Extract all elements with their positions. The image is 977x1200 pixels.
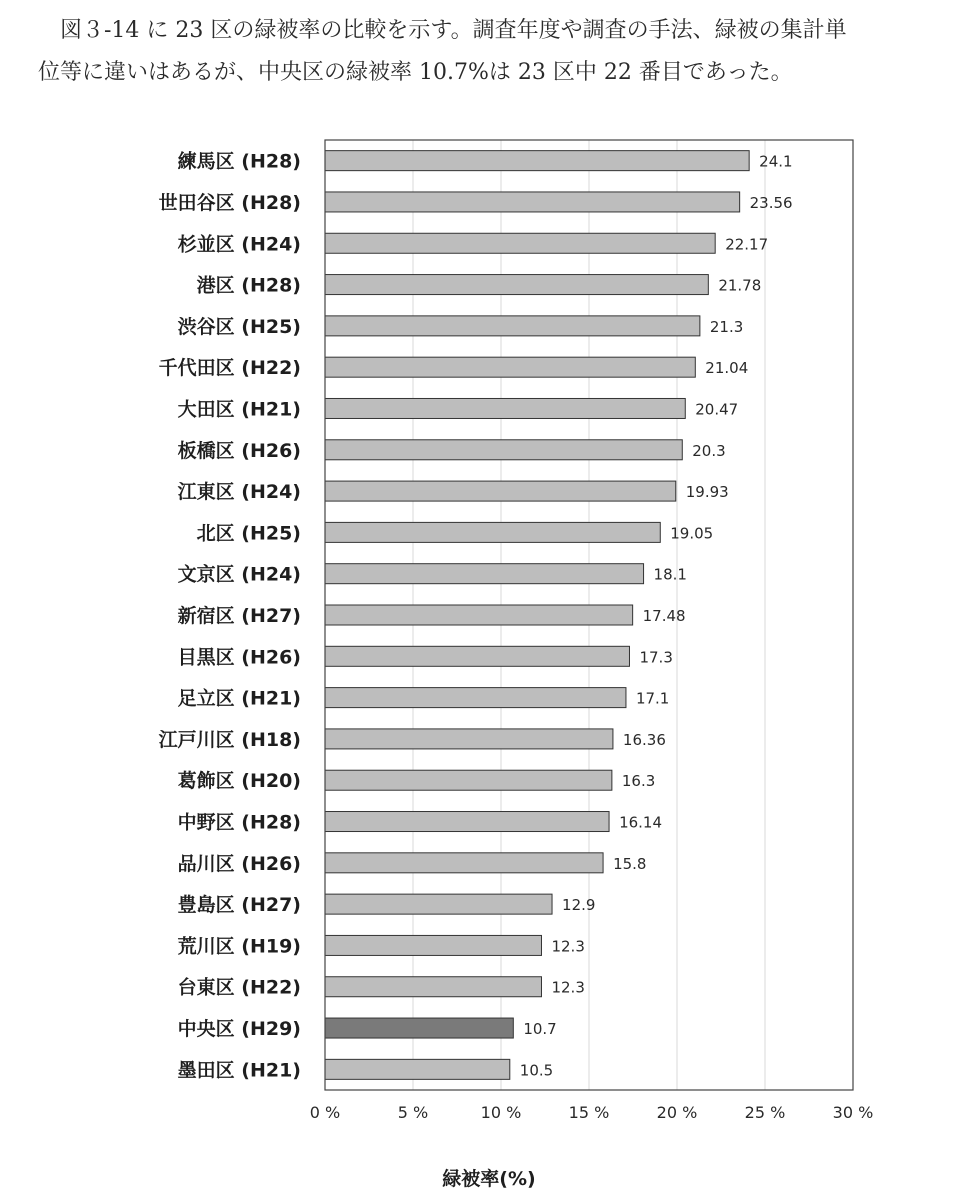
value-label: 10.5 bbox=[519, 1061, 554, 1080]
x-tick-labels bbox=[310, 1103, 874, 1122]
category-label: 台東区 (H22) bbox=[177, 976, 301, 999]
value-label: 18.1 bbox=[653, 565, 687, 584]
category-label: 文京区 (H24) bbox=[177, 563, 301, 586]
value-label: 20.47 bbox=[695, 400, 739, 419]
category-label: 葛飾区 (H20) bbox=[177, 770, 301, 793]
value-label: 16.36 bbox=[622, 730, 666, 749]
intro-line-2: 位等に違いはあるが、中央区の緑被率 10.7%は 23 区中 22 番目であった。 bbox=[38, 60, 793, 85]
bar bbox=[325, 646, 629, 666]
value-label: 17.3 bbox=[639, 648, 673, 667]
category-label: 荒川区 (H19) bbox=[177, 935, 301, 958]
category-label: 杉並区 (H24) bbox=[177, 233, 301, 256]
x-tick-label: 0 % bbox=[309, 1103, 341, 1122]
bar bbox=[325, 481, 676, 501]
category-label: 千代田区 (H22) bbox=[158, 357, 301, 380]
bar bbox=[325, 977, 541, 997]
x-tick-label: 5 % bbox=[397, 1103, 429, 1122]
value-label: 22.17 bbox=[725, 235, 769, 254]
category-label: 大田区 (H21) bbox=[177, 398, 301, 421]
category-label: 江東区 (H24) bbox=[177, 481, 301, 504]
intro-text bbox=[38, 10, 968, 94]
bar bbox=[325, 192, 740, 212]
value-label: 12.3 bbox=[551, 978, 585, 997]
x-tick-label: 10 % bbox=[480, 1103, 522, 1122]
value-label: 19.93 bbox=[685, 483, 729, 502]
value-label: 21.3 bbox=[709, 317, 744, 336]
category-label: 墨田区 (H21) bbox=[177, 1059, 301, 1082]
bar bbox=[325, 729, 613, 749]
bar bbox=[325, 357, 695, 377]
value-label: 20.3 bbox=[692, 441, 726, 460]
x-tick-label: 25 % bbox=[744, 1103, 786, 1122]
value-label: 24.1 bbox=[759, 152, 793, 171]
category-label: 板橋区 (H26) bbox=[177, 439, 301, 462]
category-label: 渋谷区 (H25) bbox=[177, 315, 301, 338]
value-label: 12.9 bbox=[562, 896, 596, 915]
category-label: 品川区 (H26) bbox=[177, 852, 301, 875]
category-label: 港区 (H28) bbox=[196, 274, 301, 297]
category-label: 世田谷区 (H28) bbox=[158, 191, 301, 214]
value-label: 10.7 bbox=[523, 1020, 557, 1039]
bar bbox=[325, 770, 612, 790]
bar bbox=[325, 522, 660, 542]
category-label: 中央区 (H29) bbox=[177, 1018, 301, 1041]
value-label: 17.48 bbox=[642, 607, 686, 625]
value-label: 19.05 bbox=[670, 524, 714, 543]
bar bbox=[325, 275, 708, 295]
x-axis-label: 緑被率(%) bbox=[442, 1168, 536, 1190]
bar bbox=[325, 398, 685, 418]
bar bbox=[325, 935, 541, 955]
value-label: 15.8 bbox=[613, 854, 647, 873]
intro-line-1: 図３-14 に 23 区の緑被率の比較を示す。調査年度や調査の手法、緑被の集計単 bbox=[60, 18, 847, 43]
value-label: 16.3 bbox=[621, 772, 656, 791]
x-tick-label: 20 % bbox=[656, 1103, 698, 1122]
bar bbox=[325, 233, 715, 253]
value-label: 21.04 bbox=[705, 359, 749, 378]
value-label: 21.78 bbox=[718, 276, 762, 295]
category-label: 目黒区 (H26) bbox=[177, 646, 301, 669]
category-label: 北区 (H25) bbox=[196, 522, 301, 545]
bar bbox=[325, 151, 749, 171]
value-label: 12.3 bbox=[551, 937, 585, 956]
bar bbox=[325, 605, 633, 625]
bar bbox=[325, 688, 626, 708]
category-label: 江戸川区 (H18) bbox=[158, 728, 301, 751]
category-label: 豊島区 (H27) bbox=[177, 894, 301, 917]
green-coverage-bar-chart bbox=[0, 120, 977, 1200]
bar bbox=[325, 440, 682, 460]
category-label: 新宿区 (H27) bbox=[177, 605, 301, 627]
bar bbox=[325, 316, 700, 336]
bar bbox=[325, 1059, 510, 1079]
bar bbox=[325, 564, 644, 584]
bar bbox=[325, 1018, 513, 1038]
x-tick-label: 15 % bbox=[568, 1103, 610, 1122]
category-label: 練馬区 (H28) bbox=[177, 150, 301, 173]
category-label: 足立区 (H21) bbox=[177, 687, 301, 710]
value-label: 17.1 bbox=[635, 689, 670, 708]
bar bbox=[325, 853, 603, 873]
bar bbox=[325, 812, 609, 832]
x-tick-label: 30 % bbox=[832, 1103, 874, 1122]
value-label: 16.14 bbox=[619, 813, 663, 832]
category-label: 中野区 (H28) bbox=[177, 811, 301, 834]
category-labels bbox=[159, 150, 301, 1082]
value-label: 23.56 bbox=[749, 193, 793, 212]
bar bbox=[325, 894, 552, 914]
